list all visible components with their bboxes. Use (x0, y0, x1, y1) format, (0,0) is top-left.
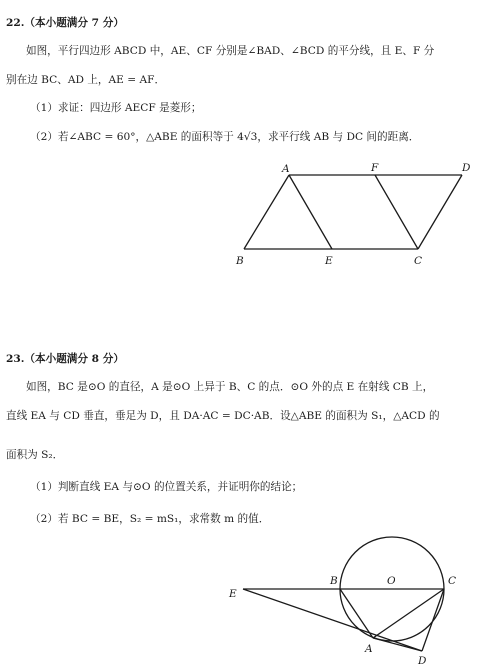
q23-label-a: A (365, 643, 373, 655)
q22-header: 22.（本小题满分 7 分） (6, 17, 124, 29)
q23-label-e: E (229, 588, 237, 600)
q23-part1: （1）判断直线 EA 与⊙O 的位置关系，并证明你的结论； (30, 481, 303, 493)
q23-stem-line2: 直线 EA 与 CD 垂直，垂足为 D，且 DA·AC = DC·AB．设△ABE 的面积为 S₁，△ACD 的 (6, 410, 440, 422)
q23-label-o: O (387, 575, 396, 587)
q22-part2: （2）若∠ABC = 60°，△ABE 的面积等于 4√3，求平行线 AB 与 DC 间的距离． (30, 131, 420, 143)
q22-label-b: B (236, 255, 244, 267)
q22-label-a: A (282, 163, 290, 175)
q23-header: 23.（本小题满分 8 分） (6, 353, 124, 365)
q23-stem-line3: 面积为 S₂． (6, 449, 64, 461)
q23-label-c: C (448, 575, 457, 587)
q23-stem-line1: 如图，BC 是⊙O 的直径，A 是⊙O 上异于 B、C 的点．⊙O 外的点 E 在射线 CB 上， (26, 381, 434, 393)
q22-label-f: F (371, 162, 379, 174)
q22-label-d: D (462, 162, 471, 174)
q22-label-c: C (414, 255, 423, 267)
q22-label-e: E (325, 255, 333, 267)
q23-segment-ed (243, 589, 422, 651)
q23-segment-cd (422, 589, 444, 651)
q23-segment-ba (340, 589, 373, 638)
q23-label-b: B (330, 575, 338, 587)
q22-stem-line2: 别在边 BC、AD 上，AE = AF． (6, 74, 166, 86)
q23-label-d: D (418, 655, 427, 667)
q23-part2: （2）若 BC = BE，S₂ = mS₁，求常数 m 的值． (30, 513, 270, 525)
q23-segment-ac (373, 589, 444, 638)
q22-part1: （1）求证：四边形 AECF 是菱形； (30, 102, 202, 114)
q22-stem-line1: 如图，平行四边形 ABCD 中，AE、CF 分别是∠BAD、∠BCD 的平分线，且 E、F 分 (26, 45, 435, 57)
q23-segment-ad (373, 638, 422, 651)
